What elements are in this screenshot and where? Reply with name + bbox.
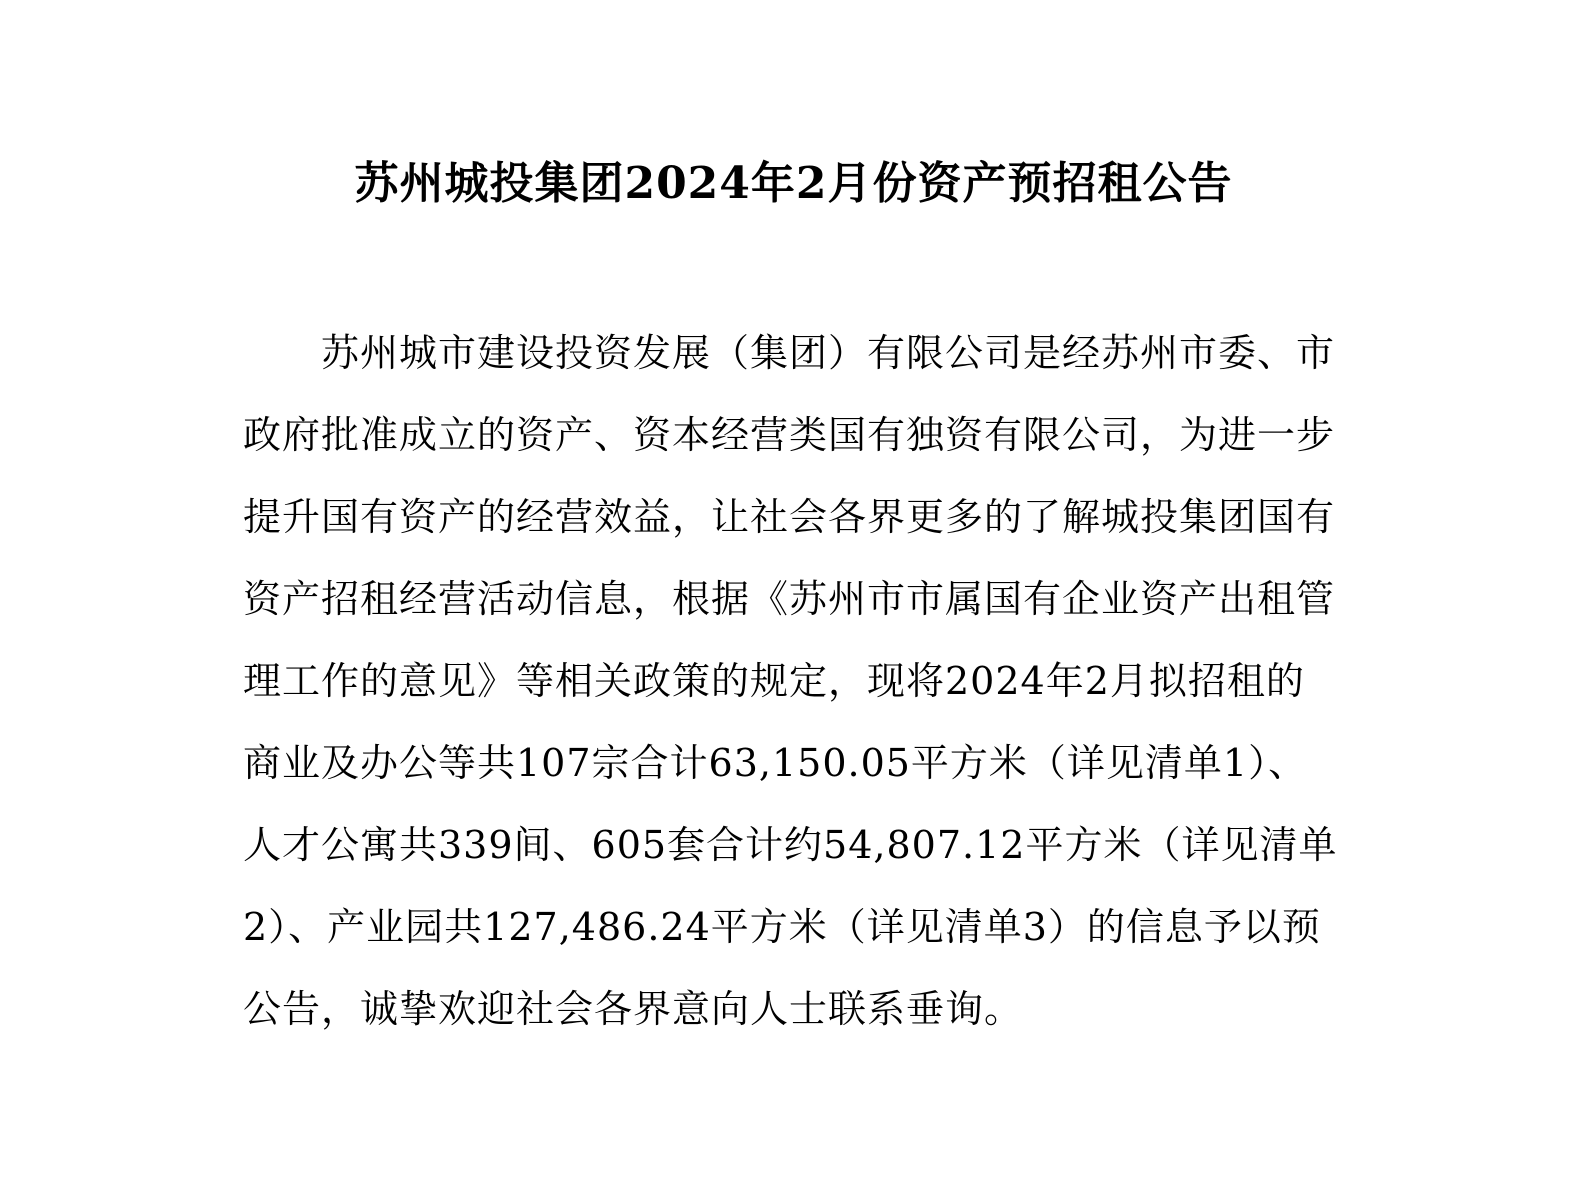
body-line: 理工作的意见》等相关政策的规定，现将2024年2月拟招租的 [243,659,1305,703]
body-line: 商业及办公等共107宗合计63,150.05平方米（详见清单1）、 [243,741,1308,785]
body-line: 2）、产业园共127,486.24平方米（详见清单3）的信息予以预 [243,905,1321,949]
body-line: 提升国有资产的经营效益，让社会各界更多的了解城投集团国有 [243,495,1336,539]
body-line: 资产招租经营活动信息，根据《苏州市市属国有企业资产出租管 [243,577,1336,621]
body-line: 公告，诚挚欢迎社会各界意向人士联系垂询。 [243,987,1024,1031]
body-line: 苏州城市建设投资发展（集团）有限公司是经苏州市委、市 [321,331,1336,375]
document-title: 苏州城投集团2024年2月份资产预招租公告 [354,158,1233,209]
body-line: 政府批准成立的资产、资本经营类国有独资有限公司，为进一步 [243,413,1336,457]
body-line: 人才公寓共339间、605套合计约54,807.12平方米（详见清单 [243,823,1338,867]
document-body [243,312,1353,1050]
